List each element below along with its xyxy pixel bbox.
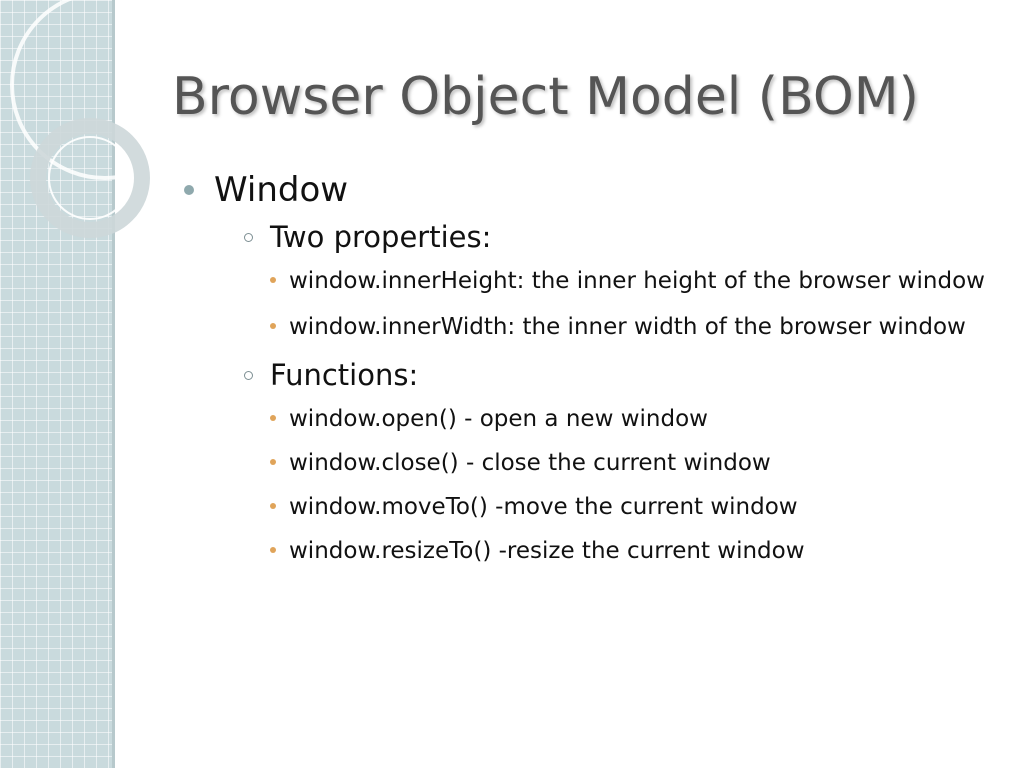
bullet-small-dot-icon	[270, 547, 276, 553]
slide-title: Browser Object Model (BOM)	[172, 67, 919, 127]
bullet-small-dot-icon	[270, 277, 276, 283]
bullet-dot-icon	[184, 185, 194, 195]
decorative-ring-small-inner	[48, 136, 132, 220]
bullet-text: window.innerHeight: the inner height of the browser window	[289, 268, 985, 294]
bullet-small-dot-icon	[270, 459, 276, 465]
bullet-level2-properties	[244, 218, 1002, 256]
bullet-ring-icon	[244, 371, 253, 380]
bullet-small-dot-icon	[270, 503, 276, 509]
bullet-small-dot-icon	[270, 323, 276, 329]
bullet-level3-item	[270, 310, 989, 344]
bullet-text: Window	[214, 170, 349, 210]
bullet-text: Functions:	[270, 358, 419, 392]
bullet-text: window.open() - open a new window	[289, 406, 708, 432]
bullet-level1-window	[182, 168, 1002, 212]
bullet-text: Two properties:	[270, 220, 492, 254]
bullet-level3-item	[270, 446, 989, 480]
bullet-text: window.moveTo() -move the current window	[289, 494, 798, 520]
bullet-text: window.resizeTo() -resize the current window	[289, 538, 805, 564]
slide-content	[182, 168, 1002, 578]
bullet-level2-functions	[244, 356, 1002, 394]
bullet-level3-item	[270, 264, 989, 298]
bullet-level3-item	[270, 490, 989, 524]
bullet-text: window.close() - close the current window	[289, 450, 771, 476]
bullet-level3-item	[270, 534, 989, 568]
bullet-small-dot-icon	[270, 415, 276, 421]
bullet-ring-icon	[244, 233, 253, 242]
bullet-text: window.innerWidth: the inner width of the browser window	[289, 314, 966, 340]
bullet-level3-item	[270, 402, 989, 436]
